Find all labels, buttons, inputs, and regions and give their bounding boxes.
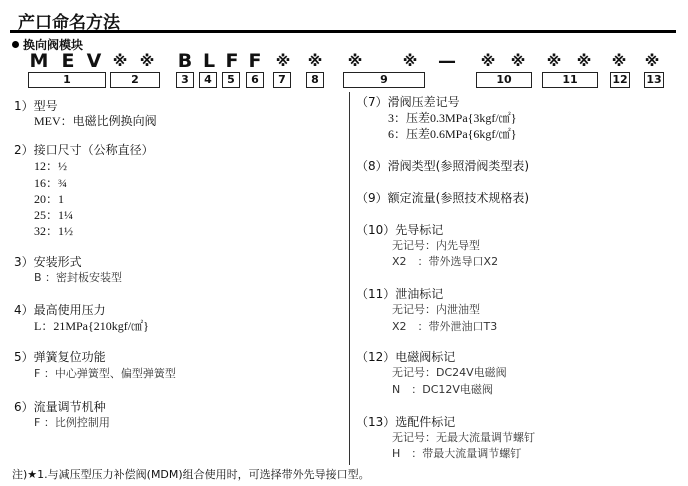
section-6-heading: 6）流量调节机种 bbox=[14, 400, 106, 414]
footnote: 注)★1.与减压型压力补偿阀(MDM)组合使用时，可选择带外先导接口型。 bbox=[12, 468, 370, 481]
code-placeholder-12: ※ bbox=[611, 52, 627, 70]
section-10-heading: （10）先导标记 bbox=[356, 223, 444, 237]
section-7-line-1: 3：压差0.3MPa{3kgf/㎠} bbox=[388, 111, 517, 125]
code-box-5: 5 bbox=[222, 72, 240, 88]
code-box-1: 1 bbox=[28, 72, 106, 88]
section-5-heading: 5）弹簧复位功能 bbox=[14, 350, 106, 364]
section-2-line-5: 32：1½ bbox=[34, 224, 74, 238]
section-5-line-1: F ：中心弹簧型、偏型弹簧型 bbox=[34, 367, 176, 380]
code-placeholder-11b: ※ bbox=[576, 52, 592, 70]
code-placeholder-10b: ※ bbox=[510, 52, 526, 70]
section-12-line-2: N ：DC12V电磁阀 bbox=[392, 383, 493, 396]
code-char-f2: F bbox=[248, 50, 262, 72]
section-11-line-2: X2 ：带外泄油口T3 bbox=[392, 320, 498, 333]
section-10-line-2: X2 ：带外选导口X2 bbox=[392, 255, 499, 268]
section-3-heading: 3）安装形式 bbox=[14, 255, 82, 269]
section-3-line-1: B ：密封板安装型 bbox=[34, 271, 123, 284]
section-6-line-1: F ：比例控制用 bbox=[34, 416, 110, 429]
page-title: 产口命名方法 bbox=[18, 13, 120, 33]
code-char-b: B bbox=[177, 50, 193, 72]
title-bar bbox=[10, 8, 676, 33]
section-11-heading: （11）泄油标记 bbox=[356, 287, 444, 301]
section-2-heading: 2）接口尺寸（公称直径） bbox=[14, 143, 154, 157]
bullet-icon bbox=[12, 41, 19, 48]
code-box-9: 9 bbox=[343, 72, 425, 88]
section-7-line-2: 6：压差0.6MPa{6kgf/㎠} bbox=[388, 127, 517, 141]
code-placeholder-7: ※ bbox=[275, 52, 291, 70]
section-8-heading: （8）滑阀类型(参照滑阀类型表) bbox=[356, 159, 529, 173]
code-box-12: 12 bbox=[610, 72, 630, 88]
code-char-f1: F bbox=[225, 50, 239, 72]
section-9-heading: （9）额定流量(参照技术规格表) bbox=[356, 191, 529, 205]
code-box-10: 10 bbox=[476, 72, 532, 88]
code-char-e: E bbox=[61, 50, 75, 72]
column-divider bbox=[349, 92, 350, 465]
section-2-line-4: 25：1¼ bbox=[34, 208, 74, 222]
code-char-v: V bbox=[86, 50, 102, 72]
code-box-6: 6 bbox=[246, 72, 264, 88]
section-4-line-1: L：21MPa{210kgf/㎠} bbox=[34, 319, 149, 333]
code-box-2: 2 bbox=[110, 72, 160, 88]
code-box-8: 8 bbox=[306, 72, 324, 88]
section-2-line-1: 12：½ bbox=[34, 159, 68, 173]
section-1-line-1: MEV：电磁比例换向阀 bbox=[34, 114, 157, 128]
code-placeholder-9b: ※ bbox=[402, 52, 418, 70]
section-13-line-2: H ：带最大流量调节螺钉 bbox=[392, 447, 522, 460]
section-13-line-1: 无记号：无最大流量调节螺钉 bbox=[392, 431, 535, 444]
code-box-13: 13 bbox=[644, 72, 664, 88]
section-12-line-1: 无记号：DC24V电磁阀 bbox=[392, 366, 507, 379]
subtitle-text: 换向阀模块 bbox=[23, 38, 84, 52]
code-char-l: L bbox=[202, 50, 216, 72]
code-box-3: 3 bbox=[176, 72, 194, 88]
code-placeholder-9a: ※ bbox=[347, 52, 363, 70]
code-char-m: M bbox=[29, 50, 49, 72]
section-2-line-2: 16：¾ bbox=[34, 176, 68, 190]
code-box-4: 4 bbox=[199, 72, 217, 88]
section-10-line-1: 无记号：内先导型 bbox=[392, 239, 480, 252]
section-12-heading: （12）电磁阀标记 bbox=[356, 350, 456, 364]
code-placeholder-2: ※ bbox=[139, 52, 155, 70]
code-placeholder-10a: ※ bbox=[480, 52, 496, 70]
code-placeholder-8: ※ bbox=[307, 52, 323, 70]
section-4-heading: 4）最高使用压力 bbox=[14, 303, 106, 317]
section-7-heading: （7）滑阀压差记号 bbox=[356, 95, 460, 109]
section-13-heading: （13）选配件标记 bbox=[356, 415, 456, 429]
section-2-line-3: 20：1 bbox=[34, 192, 65, 206]
code-box-11: 11 bbox=[542, 72, 598, 88]
code-placeholder-1: ※ bbox=[112, 52, 128, 70]
code-placeholder-11a: ※ bbox=[546, 52, 562, 70]
section-11-line-1: 无记号：内泄油型 bbox=[392, 303, 480, 316]
code-box-7: 7 bbox=[273, 72, 291, 88]
code-placeholder-13: ※ bbox=[644, 52, 660, 70]
code-dash: — bbox=[438, 51, 456, 72]
section-1-heading: 1）型号 bbox=[14, 99, 58, 113]
